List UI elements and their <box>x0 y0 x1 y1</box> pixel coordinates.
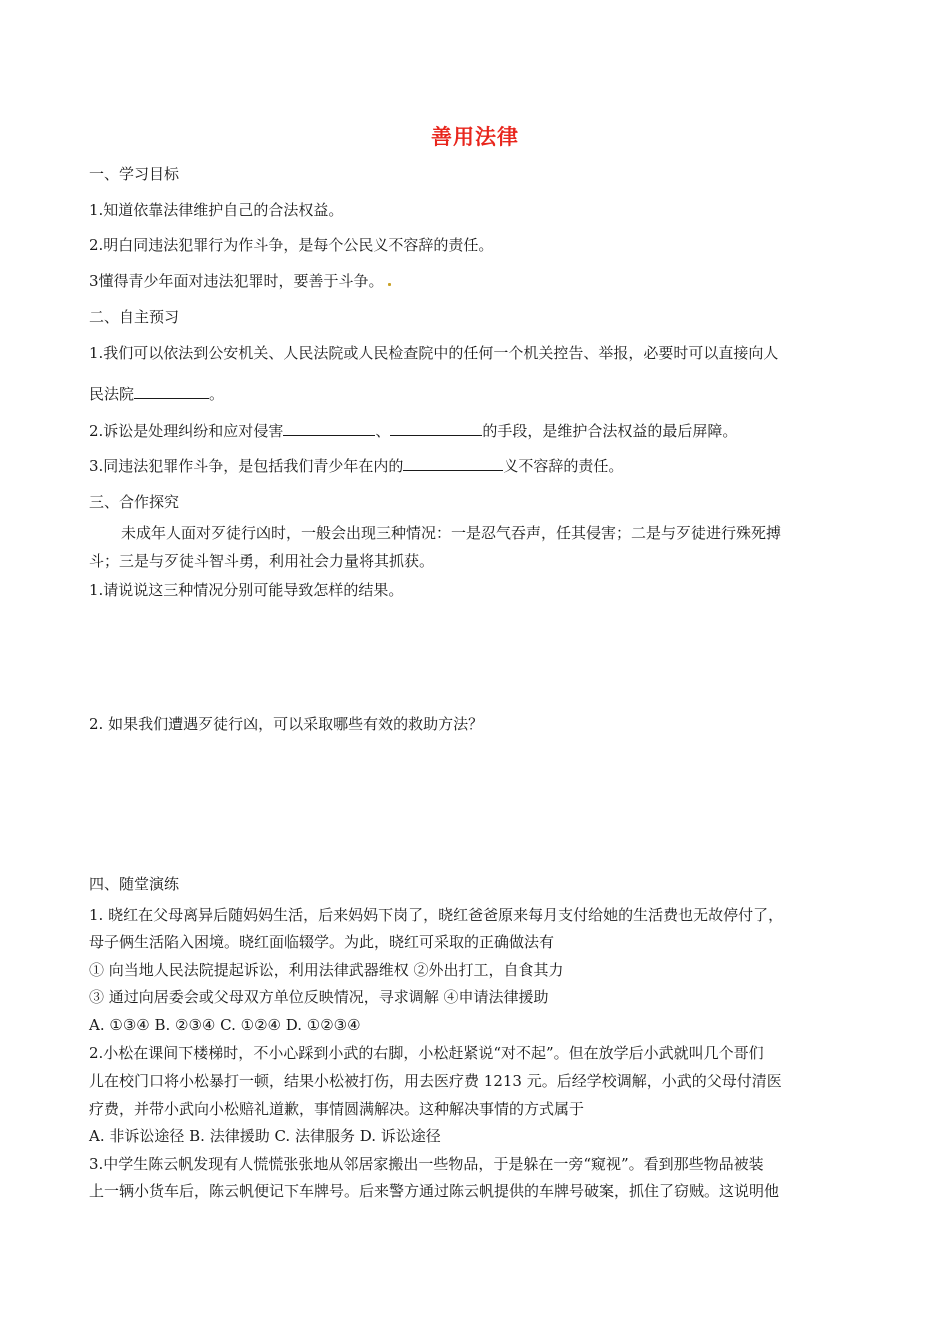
objective-3 <box>89 271 391 291</box>
exercise-q2-line3: 疗费，并带小武向小松赔礼道歉，事情圆满解决。这种解决事情的方式属于 <box>89 1100 585 1118</box>
section-4-heading: 四、随堂演练 <box>89 875 180 893</box>
exercise-q1-choice-3-4: ③ 通过向居委会或父母双方单位反映情况，寻求调解 ④申请法律援助 <box>89 988 549 1006</box>
explore-q2: 2. 如果我们遭遇歹徒行凶，可以采取哪些有效的救助方法？ <box>89 715 484 733</box>
section-1-heading: 一、学习目标 <box>89 165 180 183</box>
explore-q1: 1.请说说这三种情况分别可能导致怎样的结果。 <box>89 581 404 599</box>
preview-q3 <box>89 455 623 476</box>
preview-q3-text: 3.同违法犯罪作斗争，是包括我们青少年在内的 <box>89 457 404 475</box>
preview-q2-sep: 、 <box>375 422 391 440</box>
objective-3-text: 3懂得青少年面对违法犯罪时，要善于斗争。 <box>89 272 384 290</box>
preview-q2-text: 2.诉讼是处理纠纷和应对侵害 <box>89 422 284 440</box>
objective-1: 1.知道依靠法律维护自己的合法权益。 <box>89 201 344 219</box>
preview-q3-end: 义不容辞的责任。 <box>503 457 624 475</box>
preview-q2 <box>89 420 737 441</box>
exercise-q1-options: A. ①③④ B. ②③④ C. ①②④ D. ①②③④ <box>89 1016 361 1034</box>
exercise-q3-line1: 3.中学生陈云帆发现有人慌慌张张地从邻居家搬出一些物品，于是躲在一旁“窥视”。看到那些物品被装 <box>89 1155 764 1173</box>
scenario-para-line1: 未成年人面对歹徒行凶时，一般会出现三种情况：一是忍气吞声，任其侵害；二是与歹徒进行殊死搏 <box>121 524 782 542</box>
exercise-q2-line2: 儿在校门口将小松暴打一顿，结果小松被打伤，用去医疗费 1213 元。后经学校调解，小武的父母付清医 <box>89 1072 782 1090</box>
fill-blank-2[interactable] <box>283 420 375 436</box>
fill-blank-3[interactable] <box>390 420 482 436</box>
section-3-heading: 三、合作探究 <box>89 493 180 511</box>
exercise-q3-line2: 上一辆小货车后，陈云帆便记下车牌号。后来警方通过陈云帆提供的车牌号破案，抓住了窃贼。这说明他 <box>89 1182 780 1200</box>
preview-q1-end: 。 <box>209 385 225 403</box>
exercise-q2-options: A. 非诉讼途径 B. 法律援助 C. 法律服务 D. 诉讼途径 <box>89 1127 441 1145</box>
fill-blank-4[interactable] <box>403 455 503 471</box>
exercise-q2-line1: 2.小松在课间下楼梯时，不小心踩到小武的右脚，小松赶紧说“对不起”。但在放学后小武就叫几个哥们 <box>89 1044 764 1062</box>
document-title: 善用法律 <box>431 125 519 149</box>
scenario-para-line2: 斗；三是与歹徒斗智斗勇，利用社会力量将其抓获。 <box>89 552 435 570</box>
fill-blank-1[interactable] <box>134 383 209 399</box>
exercise-q1-choice-1-2: ① 向当地人民法院提起诉讼，利用法律武器维权 ②外出打工，自食其力 <box>89 961 564 979</box>
preview-q2-end: 的手段，是维护合法权益的最后屏障。 <box>482 422 738 440</box>
exercise-q1-line1: 1. 晓红在父母离异后随妈妈生活，后来妈妈下岗了，晓红爸爸原来每月支付给她的生活费也无故停付了， <box>89 906 784 924</box>
preview-q1-text: 民法院 <box>89 385 135 403</box>
exercise-q1-line2: 母子俩生活陷入困境。晓红面临辍学。为此，晓红可采取的正确做法有 <box>89 933 555 951</box>
preview-q1-line2 <box>89 383 224 404</box>
section-2-heading: 二、自主预习 <box>89 308 180 326</box>
preview-q1-line1: 1.我们可以依法到公安机关、人民法院或人民检查院中的任何一个机关控告、举报，必要时可以直接向人 <box>89 344 779 362</box>
objective-2: 2.明白同违法犯罪行为作斗争，是每个公民义不容辞的责任。 <box>89 236 494 254</box>
mark-dot <box>388 283 391 286</box>
